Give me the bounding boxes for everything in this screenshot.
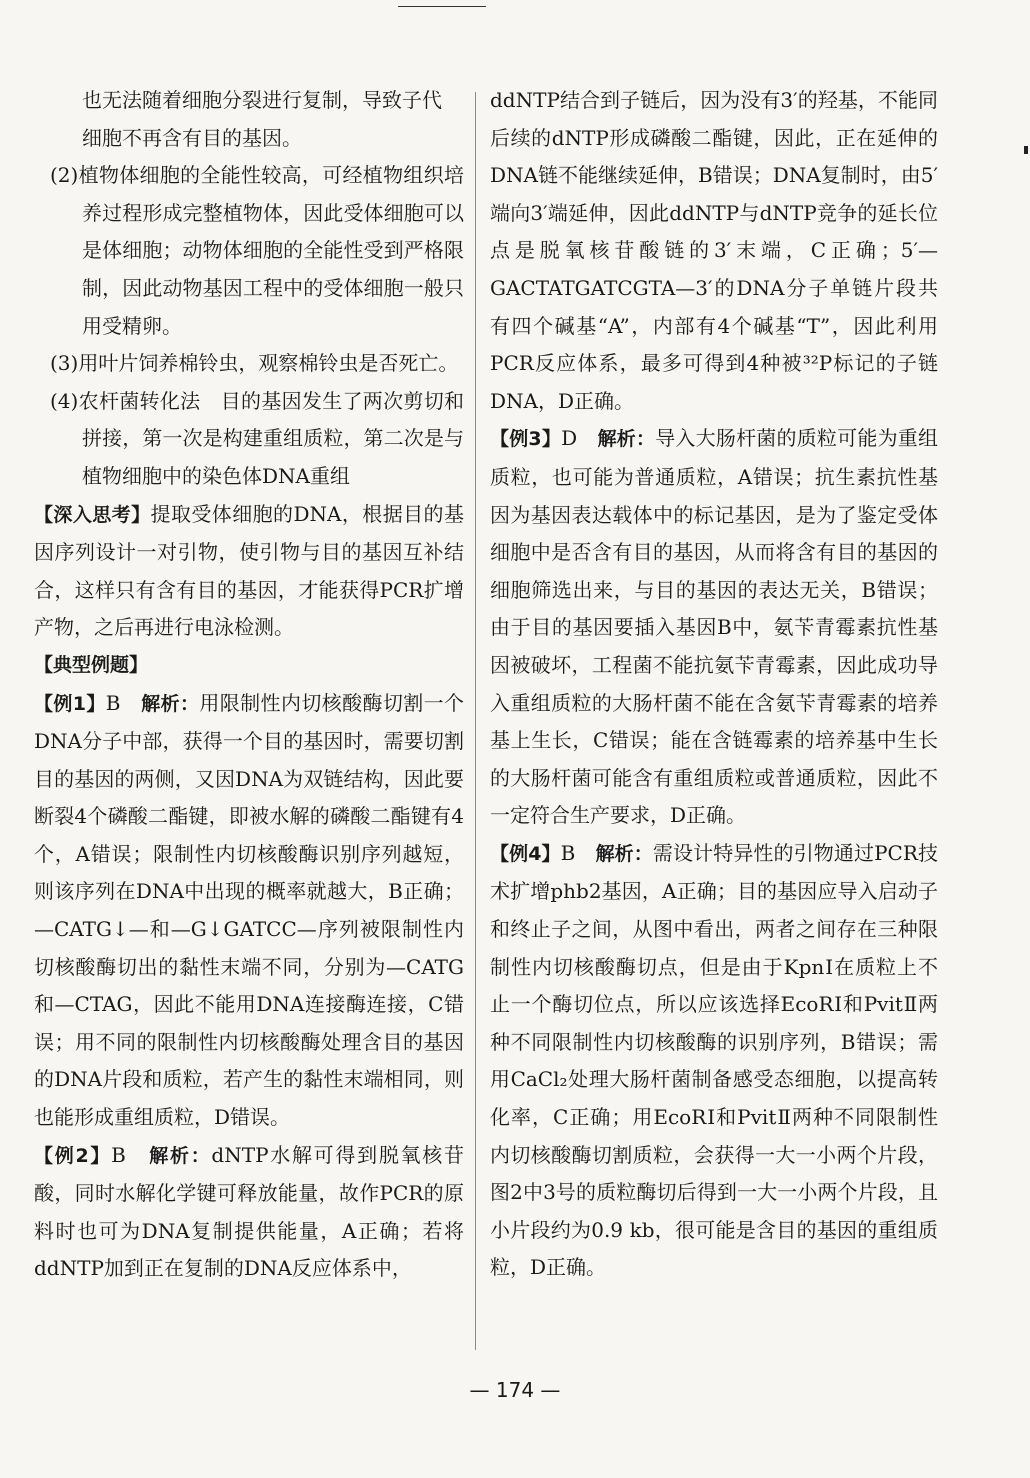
item-text: 植物体细胞的全能性较高，可经植物组织培养过程形成完整植物体，因此受体细胞可以是体细胞；动物体细胞的全能性受到严格限制，因此动物基因工程中的受体细胞一般只用受精卵。 [78, 163, 464, 338]
right-column [490, 82, 938, 1287]
column-divider [475, 92, 476, 1350]
example-answer: D [561, 426, 578, 451]
example-2-continued: ddNTP结合到子链后，因为没有3′的羟基，不能同后续的dNTP形成磷酸二酯键，因此，正在延伸的DNA链不能继续延伸，B错误；DNA复制时，由5′端向3′端延伸，因此ddNTP与dNTP竞争的延长位点是脱氧核苷酸链的3′末端，C正确；5′—GACTATGATCGTA—3′的DNA分子单链片段共有四个碱基“A”，内部有4个碱基“T”，因此利用PCR反应体系，最多可得到4种被³²P标记的子链DNA，D正确。 [490, 88, 938, 413]
example-2 [34, 1137, 464, 1288]
item-text: 用叶片饲养棉铃虫，观察棉铃虫是否死亡。 [78, 351, 459, 376]
example-1 [34, 685, 464, 1137]
top-rule [398, 6, 486, 7]
item-label: (3) [50, 351, 79, 376]
example-text: dNTP水解可得到脱氧核苷酸，同时水解化学键可释放能量，故作PCR的原料时也可为DNA复制提供能量，A正确；若将ddNTP加到正在复制的DNA反应体系中， [34, 1142, 464, 1281]
example-4 [490, 835, 938, 1287]
item-label: (4) [50, 388, 79, 413]
typical-examples-heading: 【典型例题】 [34, 653, 149, 676]
example-tag: 【例1】 [34, 692, 106, 715]
example-tag: 【例3】 [490, 428, 562, 451]
analysis-label: 解析： [597, 428, 656, 451]
deep-thinking [34, 496, 464, 647]
item-text: 农杆菌转化法 目的基因发生了两次剪切和拼接，第一次是构建重组质粒，第二次是与植物细胞中的染色体DNA重组 [78, 388, 464, 488]
item-label: (2) [50, 163, 79, 188]
example-answer: B [105, 690, 121, 715]
example-text: 导入大肠杆菌的质粒可能为重组质粒，也可能为普通质粒，A错误；抗生素抗性基因为基因表达载体中的标记基因，是为了鉴定受体细胞中是否含有目的基因，从而将含有目的基因的细胞筛选出来，与目的基因的表达无关，B错误；由于目的基因要插入基因B中，氨苄青霉素抗性基因被破坏，工程菌不能抗氨苄青霉素，因此成功导入重组质粒的大肠杆菌不能在含氨苄青霉素的培养基上生长，C错误；能在含链霉素的培养基中生长的大肠杆菌可能含有重组质粒或普通质粒，因此不一定符合生产要求，D正确。 [490, 426, 938, 828]
example-text: 需设计特异性的引物通过PCR技术扩增phb2基因，A正确；目的基因应导入启动子和终止子之间，从图中看出，两者之间存在三种限制性内切核酸酶切点，但是由于KpnⅠ在质粒上不止一个酶切位点，所以应该选择EcoRⅠ和PvitⅡ两种不同限制性内切核酸酶的识别序列，B错误；需用CaCl₂处理大肠杆菌制备感受态细胞，以提高转化率，C正确；用EcoRⅠ和PvitⅡ两种不同限制性内切核酸酶切割质粒，会获得一大一小两个片段，图2中3号的质粒酶切后得到一大一小两个片段，且小片段约为0.9 kb，很可能是含目的基因的重组质粒，D正确。 [490, 840, 938, 1280]
analysis-label: 解析： [595, 842, 653, 865]
example-tag: 【例2】 [34, 1144, 112, 1167]
deep-thinking-text: 提取受体细胞的DNA，根据目的基因序列设计一对引物，使引物与目的基因互补结合，这样只有含有目的基因，才能获得PCR扩增产物，之后再进行电泳检测。 [34, 501, 464, 640]
example-tag: 【例4】 [490, 842, 561, 865]
answer-item-4 [50, 383, 464, 496]
example-text: 用限制性内切核酸酶切割一个DNA分子中部，获得一个目的基因时，需要切割目的基因的两侧，又因DNA为双链结构，因此要断裂4个磷酸二酯键，即被水解的磷酸二酯键有4个，A错误；限制性内切核酸酶识别序列越短，则该序列在DNA中出现的概率就越大，B正确；—CATG↓—和—G↓GATCC—序列被限制性内切核酸酶切出的黏性末端不同，分别为—CATG和—CTAG，因此不能用DNA连接酶连接，C错误；用不同的限制性内切核酸酶处理含目的基因的DNA片段和质粒，若产生的黏性末端相同，则也能形成重组质粒，D错误。 [34, 690, 465, 1130]
analysis-label: 解析： [149, 1144, 212, 1167]
answer-item-3 [50, 345, 464, 383]
example-answer: B [560, 840, 576, 865]
example-3 [490, 420, 938, 835]
page-number: — 174 — [469, 1378, 561, 1402]
continuation-line: 也无法随着细胞分裂进行复制，导致子代 [82, 88, 442, 112]
analysis-label: 解析： [141, 692, 200, 715]
deep-thinking-tag: 【深入思考】 [34, 503, 151, 526]
example-answer: B [111, 1142, 126, 1167]
answer-item-2 [50, 157, 464, 345]
edge-mark [1024, 146, 1028, 154]
left-column [34, 82, 464, 1288]
continuation-line: 细胞不再含有目的基因。 [82, 125, 302, 150]
